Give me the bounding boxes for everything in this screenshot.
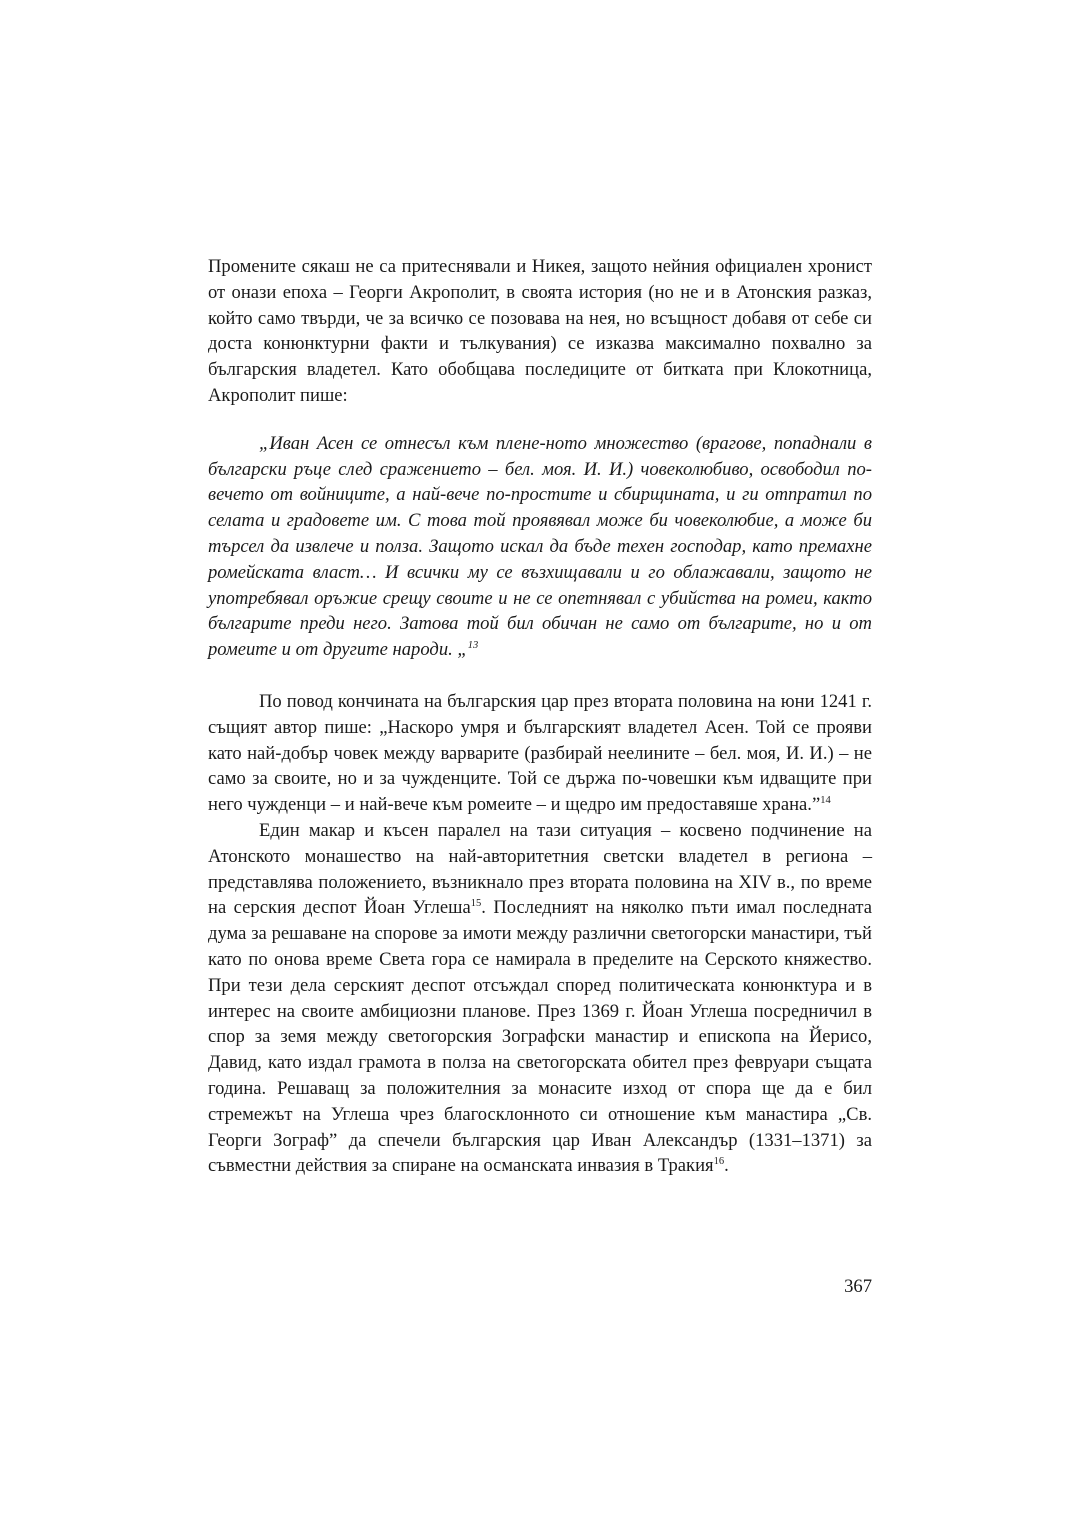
footnote-ref-14[interactable]: 14 (820, 795, 831, 807)
body-text (208, 254, 872, 1179)
paragraph-uglesha-part-2: . Последният на няколко пъти имал последната дума за решаване на спорове за имоти между различни светогорски манастири, тъй като по онова време Света гора се намирала в пределите на Серското княжество. При тези дела серският деспот отсъждал според политическата конюнктура и в интерес на своите амбициозни планове. През 1369 г. Йоан Углеша посредничил в спор за земя между светогорския Зографски манастир и епископа на Йерисо, Давид, като издал грамота в полза на светогорската обител през февруари същата година. Решаващ за положителния за монасите изход от спора ще да е бил стремежът на Углеша чрез благосклонното си отношение към манастира „Св. Георги Зограф” да спечели българския цар Иван Александър (1331–1371) за съвместни действия за спиране на османската инвазия в Тракия (208, 897, 872, 1177)
paragraph-uglesha (208, 818, 872, 1179)
footnote-ref-15[interactable]: 15 (470, 898, 482, 910)
page-number: 367 (844, 1276, 872, 1297)
paragraph-death-text: По повод кончината на българския цар през втората половина на юни 1241 г. същият автор пише: „Наскоро умря и българският владетел Асен. Той се прояви като най-добър човек между варварите (разбирай неелините – бел. моя, И. И.) – не само за своите, но и за чужденците. Той се държа по-човешки към идващите при него чужденци – и най-вече към ромеите – и щедро им предоставяше храна.” (208, 690, 872, 816)
paragraph-intro: Промените сякаш не са притеснявали и Никея, защото нейния официален хронист от онази епоха – Георги Акрополит, в своята история (но не и в Атонския разказ, който само твърди, че за всичко се позовава на нея, но всъщност добавя от себе си доста конюнктурни факти и тълкувания) се изказва максимално похвално за българския владетел. Като обобщава последиците от битката при Клокотница, Акрополит пише: (208, 256, 872, 406)
footnote-ref-16[interactable]: 16 (713, 1156, 725, 1168)
paragraph-death-of-asen (208, 689, 872, 818)
paragraph-uglesha-part-3: . (724, 1155, 729, 1177)
paragraph-uglesha-part-1: Един макар и късен паралел на тази ситуация – косвено подчинение на Атонското монашество на най-авторитетния светски владетел в региона – представлява положението, възникнало през втората половина на XIV в., по време на серския деспот Йоан Углеша (208, 819, 872, 919)
block-quote (208, 431, 872, 663)
quote-text: „Иван Асен се отнесъл към плене-ното множество (врагове, попаднали в български ръце след сражението – бел. моя. И. И.) човеколюбиво, освободил по-вечето от войниците, а най-вече по-простите и сбирщината, и ги отпратил по селата и градовете им. С това той проявявал може би човеколюбие, а може би търсел да извлече и полза. Защото искал да бъде техен господар, като премахне ромейската власт… И всички му се възхищавали и го облажавали, защото не употребявал оръжие срещу своите и не се опетнявал с убийства на ромеи, както българите преди него. Затова той бил обичан не само от българите, но и от ромеите и от другите народи. „ (208, 432, 872, 661)
footnote-ref-13[interactable]: 13 (467, 640, 479, 652)
